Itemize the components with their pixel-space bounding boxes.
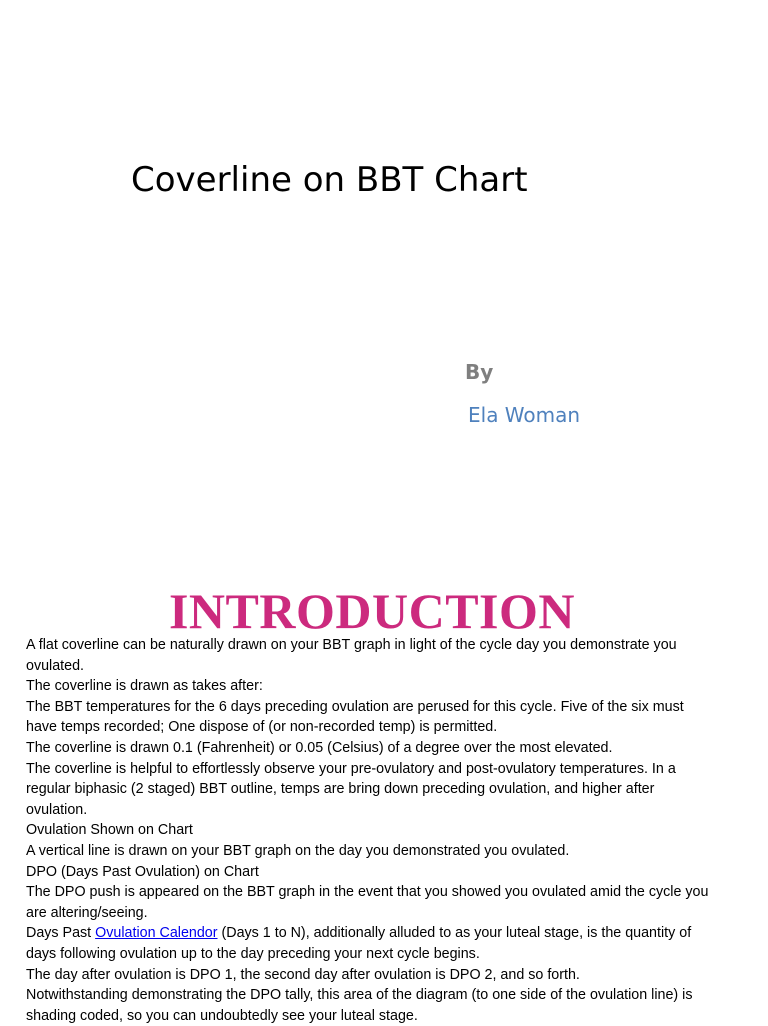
days-past-prefix: Days Past: [26, 925, 96, 942]
paragraph: The day after ovulation is DPO 1, the second day after ovulation is DPO 2, and so forth.: [26, 966, 580, 983]
paragraph: The coverline is helpful to effortlessly observe your pre-ovulatory and post-ovulatory temperatures. In a regular biphasic (2 staged) BBT outline, temps are bring down preceding ovulation, and higher after ovulation.: [26, 760, 676, 818]
author-name: Ela Woman: [468, 403, 581, 427]
days-past-paragraph: [26, 923, 716, 964]
ovulation-calendar-link[interactable]: Ovulation Calendor: [95, 925, 218, 942]
page-title: Coverline on BBT Chart: [131, 160, 528, 200]
by-label: By: [465, 360, 494, 384]
paragraph: The BBT temperatures for the 6 days preceding ovulation are perused for this cycle. Five of the six must have temps recorded; One dispose of (or non-recorded temp) is permitted.: [26, 698, 684, 736]
paragraph: The DPO push is appeared on the BBT graph in the event that you showed you ovulated amid the cycle you are altering/seeing.: [26, 884, 709, 921]
paragraph: Ovulation Shown on Chart: [26, 822, 193, 839]
paragraph: A vertical line is drawn on your BBT graph on the day you demonstrated you ovulated.: [26, 842, 570, 859]
days-past-suffix: (Days 1 to N), additionally alluded to as your luteal stage, is the quantity of days following ovulation up to the day preceding your next cycle begins.: [26, 925, 692, 962]
paragraph: Notwithstanding demonstrating the DPO tally, this area of the diagram (to one side of the ovulation line) is shading coded, so you can undoubtedly see your luteal stage.: [26, 987, 693, 1024]
paragraph: The coverline is drawn 0.1 (Fahrenheit) or 0.05 (Celsius) of a degree over the most elevated.: [26, 739, 613, 756]
paragraph: DPO (Days Past Ovulation) on Chart: [26, 863, 259, 880]
paragraph: A flat coverline can be naturally drawn on your BBT graph in light of the cycle day you demonstrate you ovulated.: [26, 637, 677, 674]
paragraph: The coverline is drawn as takes after:: [26, 678, 263, 695]
introduction-heading: INTRODUCTION: [168, 583, 576, 639]
introduction-body: [26, 635, 716, 1026]
